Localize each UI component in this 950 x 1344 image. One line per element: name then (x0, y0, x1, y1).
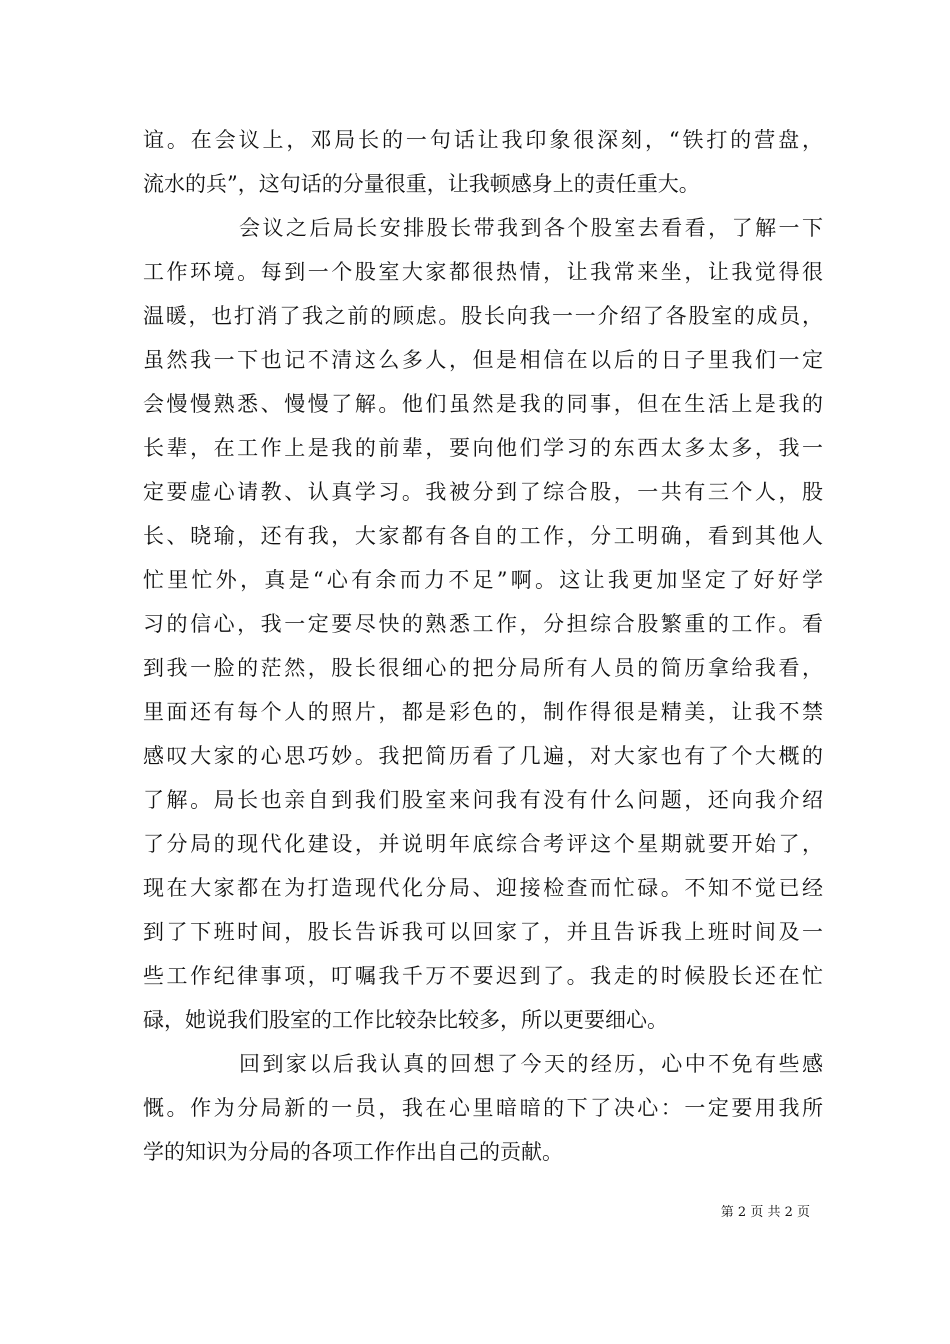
text-line: 现在大家都在为打造现代化分局、迎接检查而忙碌。不知不觉已经 (143, 876, 823, 900)
text-line: 谊。在会议上，邓局长的一句话让我印象很深刻，“铁打的营盘， (143, 128, 823, 152)
text-line: 流水的兵”，这句话的分量很重，让我顿感身上的责任重大。 (143, 172, 700, 196)
body-text (143, 118, 823, 1174)
text-line: 工作环境。每到一个股室大家都很热情，让我常来坐，让我觉得很 (143, 260, 823, 284)
text-line: 感叹大家的心思巧妙。我把简历看了几遍，对大家也有了个大概的 (143, 744, 823, 768)
text-line: 习的信心，我一定要尽快的熟悉工作，分担综合股繁重的工作。看 (143, 612, 823, 636)
text-line: 到我一脸的茫然，股长很细心的把分局所有人员的简历拿给我看， (143, 656, 823, 680)
text-line: 长、晓瑜，还有我，大家都有各自的工作，分工明确，看到其他人 (143, 524, 823, 548)
text-line: 长辈，在工作上是我的前辈，要向他们学习的东西太多太多，我一 (143, 436, 823, 460)
text-line: 回到家以后我认真的回想了今天的经历，心中不免有些感 (239, 1052, 823, 1076)
text-line: 里面还有每个人的照片，都是彩色的，制作得很是精美，让我不禁 (143, 700, 823, 724)
text-line: 了分局的现代化建设，并说明年底综合考评这个星期就要开始了， (143, 832, 823, 856)
text-line: 温暖，也打消了我之前的顾虑。股长向我一一介绍了各股室的成员， (143, 304, 823, 328)
text-line: 定要虚心请教、认真学习。我被分到了综合股，一共有三个人，股 (143, 480, 823, 504)
text-line: 了解。局长也亲自到我们股室来问我有没有什么问题，还向我介绍 (143, 788, 823, 812)
text-line: 碌，她说我们股室的工作比较杂比较多，所以更要细心。 (143, 1008, 668, 1032)
text-line: 会议之后局长安排股长带我到各个股室去看看，了解一下 (239, 216, 823, 240)
text-line: 虽然我一下也记不清这么多人，但是相信在以后的日子里我们一定 (143, 348, 823, 372)
text-line: 忙里忙外，真是“心有余而力不足”啊。这让我更加坚定了好好学 (143, 568, 823, 592)
text-line: 到了下班时间，股长告诉我可以回家了，并且告诉我上班时间及一 (143, 920, 823, 944)
page-number: 第 2 页 共 2 页 (720, 1205, 810, 1220)
text-line: 学的知识为分局的各项工作作出自己的贡献。 (143, 1140, 563, 1164)
text-line: 慨。作为分局新的一员，我在心里暗暗的下了决心：一定要用我所 (143, 1096, 823, 1120)
text-line: 会慢慢熟悉、慢慢了解。他们虽然是我的同事，但在生活上是我的 (143, 392, 823, 416)
text-line: 些工作纪律事项，叮嘱我千万不要迟到了。我走的时候股长还在忙 (143, 964, 823, 988)
